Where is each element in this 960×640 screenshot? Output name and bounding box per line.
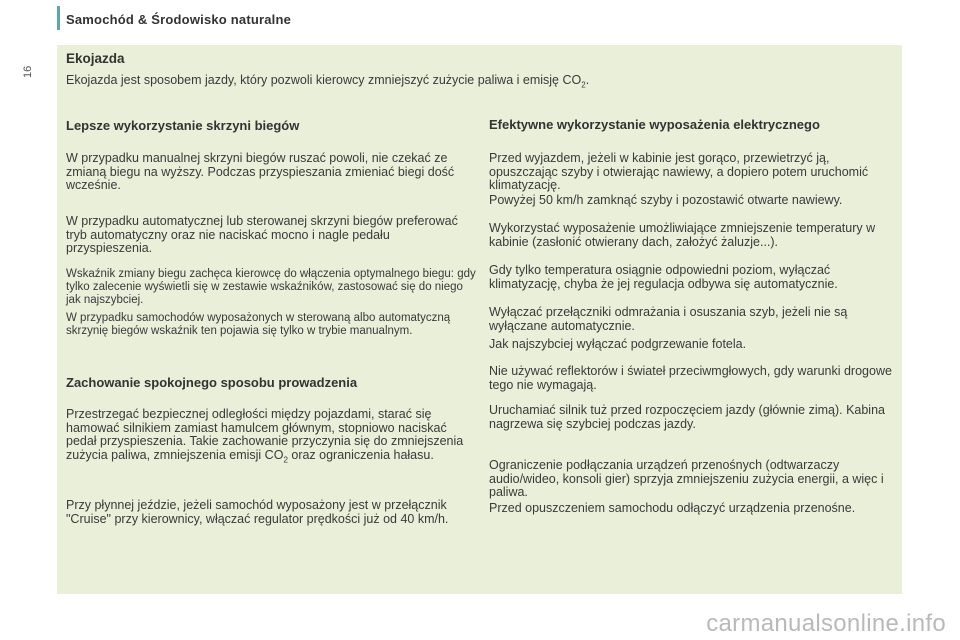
electrical-paragraph-5: Wyłączać przełączniki odmrażania i osuszania szyb, jeżeli nie są wyłączane automatycznie. xyxy=(489,305,848,333)
calm-driving-subscript: 2 xyxy=(283,455,288,464)
electrical-paragraph-1: Przed wyjazdem, jeżeli w kabinie jest gorąco, przewietrzyć ją, opuszczając szyby i otwierając nawiewy, a dopiero potem uruchomić klimatyzację. xyxy=(489,151,869,192)
calm-driving-paragraph-1 xyxy=(66,408,476,467)
electrical-paragraph-3: Wykorzystać wyposażenie umożliwiające zmniejszenie temperatury w kabinie (zasłonić otwierany dach, założyć żaluzje...). xyxy=(489,221,876,249)
section-title: Samochód & Środowisko naturalne xyxy=(66,12,292,27)
section-accent-bar xyxy=(57,6,60,30)
electrical-paragraph-6: Jak najszybciej wyłączać podgrzewanie fotela. xyxy=(489,337,747,351)
ecodrive-intro-text: Ekojazda jest sposobem jazdy, który pozwoli kierowcy zmniejszyć zużycie paliwa i emisję CO xyxy=(66,73,582,87)
gearbox-paragraph-4: W przypadku samochodów wyposażonych w sterowaną albo automatyczną skrzynię biegów wskaźnik ten pojawia się tylko w trybie manualnym. xyxy=(66,312,451,337)
calm-driving-title: Zachowanie spokojnego sposobu prowadzenia xyxy=(66,375,358,390)
electrical-paragraph-10: Przed opuszczeniem samochodu odłączyć urządzenia przenośne. xyxy=(489,501,856,515)
ecodrive-intro xyxy=(66,74,886,92)
ecodrive-title: Ekojazda xyxy=(66,51,125,66)
calm-driving-paragraph-1-end: oraz ograniczenia hałasu. xyxy=(287,447,434,462)
ecodrive-intro-end: . xyxy=(585,73,590,87)
watermark-text: carmanualsonline.info xyxy=(706,610,946,637)
electrical-paragraph-7: Nie używać reflektorów i świateł przeciwmgłowych, gdy warunki drogowe tego nie wymagają. xyxy=(489,364,892,392)
gearbox-paragraph-2: W przypadku automatycznej lub sterowanej skrzyni biegów preferować tryb automatyczny oraz nie naciskać mocno i nagle pedału przyspieszenia. xyxy=(66,214,458,255)
electrical-title: Efektywne wykorzystanie wyposażenia elektrycznego xyxy=(489,117,820,132)
electrical-paragraph-2: Powyżej 50 km/h zamknąć szyby i pozostawić otwarte nawiewy. xyxy=(489,193,843,207)
ecodrive-intro-subscript: 2 xyxy=(581,80,586,90)
gearbox-paragraph-1: W przypadku manualnej skrzyni biegów ruszać powoli, nie czekać ze zmianą biegu na wyższy. Podczas przyspieszania zmieniać biegi dość wcześnie. xyxy=(66,151,455,192)
page-number: 16 xyxy=(22,65,34,78)
electrical-paragraph-9: Ograniczenie podłączania urządzeń przenośnych (odtwarzaczy audio/wideo, konsoli gier) sprzyja zmniejszeniu zużycia energii, a więc i paliwa. xyxy=(489,458,884,499)
electrical-paragraph-8: Uruchamiać silnik tuż przed rozpoczęciem jazdy (głównie zimą). Kabina nagrzewa się szybciej podczas jazdy. xyxy=(489,403,885,431)
calm-driving-paragraph-2: Przy płynnej jeździe, jeżeli samochód wyposażony jest w przełącznik "Cruise" przy kierownicy, włączać regulator prędkości już od 40 km/h. xyxy=(66,498,449,526)
electrical-paragraph-4: Gdy tylko temperatura osiągnie odpowiedni poziom, wyłączać klimatyzację, chyba że jej regulacja odbywa się automatycznie. xyxy=(489,263,838,291)
gearbox-paragraph-3: Wskaźnik zmiany biegu zachęca kierowcę do włączenia optymalnego biegu: gdy tylko zalecenie wyświetli się w zestawie wskaźników, zastosować się do niego jak najszybciej. xyxy=(66,268,476,306)
gearbox-title: Lepsze wykorzystanie skrzyni biegów xyxy=(66,118,300,133)
calm-driving-paragraph-1-text: Przestrzegać bezpiecznej odległości między pojazdami, starać się hamować silnikiem zamiast hamulcem głównym, stopniowo naciskać pedał przyspieszenia. Takie zachowanie przyczynia się do zmniejszenia zużycia paliwa, zmniejszenia emisji CO xyxy=(66,407,464,462)
